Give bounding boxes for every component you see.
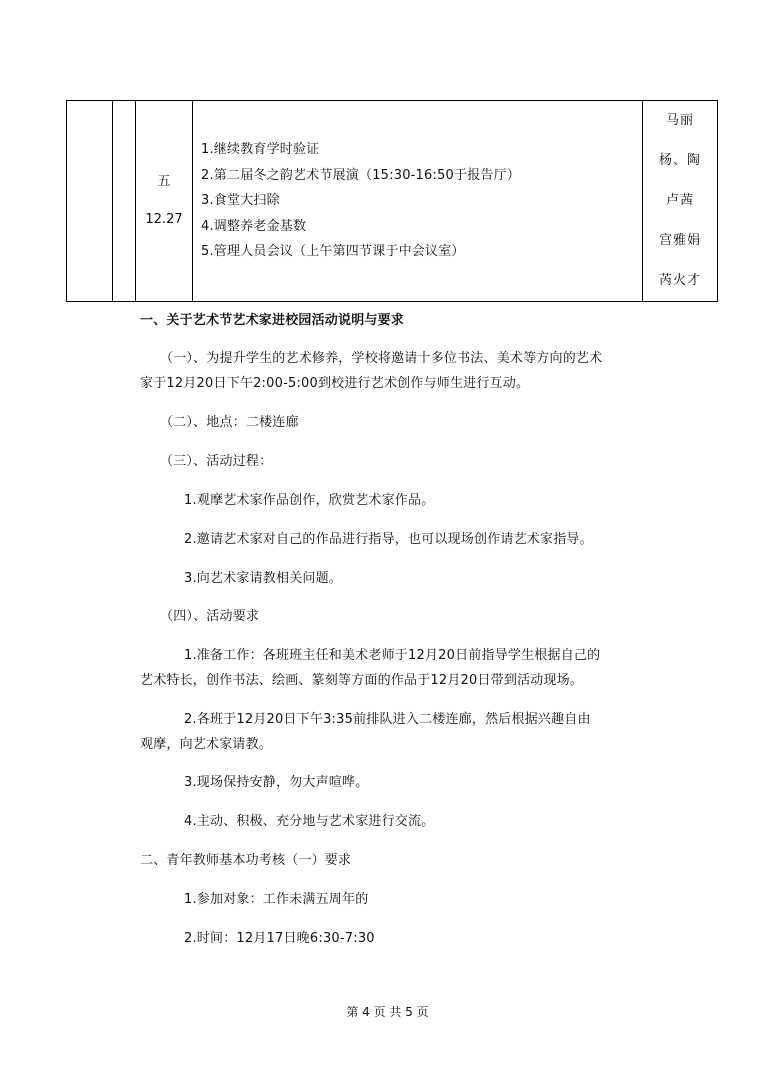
requirement-item4: 4.主动、积极、充分地与艺术家进行交流。 (184, 814, 435, 829)
staff-name: 宫雅娟 (658, 233, 701, 248)
requirement-item2-line1: 2.各班于12月20日下午3:35前排队进入二楼连廊，然后根据兴趣自由 (184, 712, 591, 727)
page-footer: 第 4 页 共 5 页 (346, 1005, 429, 1019)
staff-name: 杨、陶 (658, 153, 701, 168)
section1-p1-line2: 家于12月20日下午2:00-5:00到校进行艺术创作与师生进行互动。 (140, 376, 530, 391)
staff-name: 卢茜 (665, 193, 694, 208)
schedule-table (66, 100, 718, 302)
process-item: 3.向艺术家请教相关问题。 (184, 571, 343, 586)
section1-title: 一、关于艺术节艺术家进校园活动说明与要求 (140, 313, 405, 328)
task-item: 5.管理人员会议（上午第四节课于中会议室） (201, 244, 465, 260)
empty-cell (67, 101, 113, 302)
requirement-item1-line2: 艺术特长，创作书法、绘画、篆刻等方面的作品于12月20日带到活动现场。 (140, 673, 584, 688)
section2-item1: 1.参加对象：工作未满五周年的 (184, 892, 369, 907)
section2-item2: 2.时间：12月17日晚6:30-7:30 (184, 931, 375, 946)
day-cell (136, 101, 193, 302)
table-row (67, 101, 718, 302)
task-item: 4.调整养老金基数 (201, 218, 307, 234)
task-item: 3.食堂大扫除 (201, 193, 280, 209)
section1-p3: （三）、活动过程： (160, 454, 273, 469)
staff-name: 马丽 (665, 113, 694, 128)
task-item: 2.第二届冬之韵艺术节展演（15:30-16:50于报告厅） (201, 167, 521, 183)
day-label: 五 (157, 174, 171, 189)
empty-cell (113, 101, 136, 302)
process-item: 1.观摩艺术家作品创作，欣赏艺术家作品。 (184, 493, 435, 508)
process-item: 2.邀请艺术家对自己的作品进行指导，也可以现场创作请艺术家指导。 (184, 532, 593, 547)
staff-name: 芮火才 (658, 273, 701, 288)
section2-title: 二、青年教师基本功考核（一）要求 (140, 853, 352, 868)
section1-p2: （二）、地点：二楼连廊 (160, 415, 299, 430)
requirement-item3: 3.现场保持安静，勿大声喧哗。 (184, 775, 369, 790)
requirement-item2-line2: 观摩，向艺术家请教。 (140, 737, 273, 752)
section1-p1-line1: （一）、为提升学生的艺术修养，学校将邀请十多位书法、美术等方向的艺术 (160, 351, 603, 366)
section1-p4: （四）、活动要求 (160, 609, 260, 624)
staff-cell (643, 101, 718, 302)
requirement-item1-line1: 1.准备工作：各班班主任和美术老师于12月20日前指导学生根据自己的 (184, 648, 601, 663)
date-label: 12.27 (145, 212, 183, 227)
task-item: 1.继续教育学时验证 (201, 142, 320, 158)
tasks-cell (193, 101, 643, 302)
